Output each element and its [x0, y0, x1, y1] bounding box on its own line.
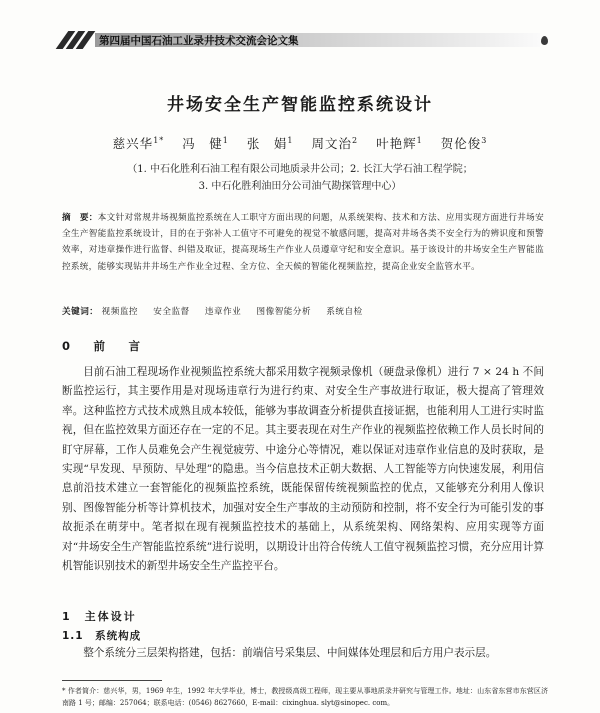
paper-title: 井场安全生产智能监控系统设计: [167, 95, 433, 115]
keywords-label: 关键词：: [62, 307, 99, 317]
system-composition-paragraph: 整个系统分三层架构搭建，包括：前端信号采集层、中间媒体处理层和后方用户表示层。: [83, 647, 497, 659]
abstract: [62, 210, 544, 275]
keyword: 违章作业: [204, 307, 242, 317]
author-affiliation-mark: 1: [222, 135, 229, 145]
author-name: [441, 136, 488, 151]
affiliation-line-1: （1. 中石化胜利石油工程有限公司地质录井公司；2. 长江大学石油工程学院；: [127, 164, 473, 175]
affiliation-line-2: 3. 中石化胜利油田分公司油气勘探管理中心）: [198, 181, 402, 192]
running-header: [62, 30, 540, 50]
author-name-text: 冯 健: [182, 136, 223, 151]
author-name: [182, 136, 229, 151]
author-name-text: 张 娟: [246, 136, 288, 151]
header-stripes-decoration: [62, 31, 89, 49]
author-affiliation-mark: 3: [481, 135, 488, 145]
author-name-text: 慈兴华: [112, 136, 154, 151]
author-affiliation-mark: 1*: [153, 135, 165, 145]
subsection-heading-system-composition: 1.1 系统构成: [62, 630, 142, 642]
author-name-text: 贺伦俊: [440, 136, 482, 151]
keyword: 安全监督: [153, 307, 190, 317]
introduction-body: [62, 363, 544, 576]
author-name-text: 叶艳辉: [376, 136, 417, 151]
author-affiliation-mark: 1: [287, 135, 294, 145]
body-paragraph: 目前石油工程现场作业视频监控系统大都采用数字视频录像机（硬盘录像机）进行 7 × 24 h 不间断监控运行，其主要作用是对现场违章行为进行约束、对安全生产事故进行取证，极大提高了管理效率。这种监控方式技术成熟且成本较低，能够为事故调查分析提供直接证据，也能利用人工进行实时监视，但在监控效果方面还存在一定的不足。其主要表现在对生产作业的视频监控依赖工作人员长时间的盯守屏幕，工作人员难免会产生视觉疲劳、中途分心等情况，难以保证对违章作业信息的及时获取，是实现“早发现、早预防、早处理”的隐患。当今信息技术正朝大数据、人工智能等方向快速发展，利用信息前沿技术建立一套智能化的视频监控系统，既能保留传统视频监控的优点，又能够充分利用人像识别、图像智能分析等计算机技术，加强对安全生产事故的主动预防和控制，将不安全行为可能引发的事故扼杀在萌芽中。笔者拟在现有视频监控技术的基础上，从系统架构、网络架构、应用实现等方面对“井场安全生产智能监控系统”进行说明，以期设计出符合传统人工值守视频监控习惯，充分应用计算机智能识别技术的新型井场安全生产监控平台。: [62, 366, 544, 573]
author-name: [376, 136, 423, 151]
author-list: [0, 134, 600, 152]
header-bar: [95, 33, 540, 47]
footnote-rule: [62, 680, 162, 681]
author-name-text: 周文治: [311, 136, 353, 151]
author-name: [312, 136, 359, 151]
keywords: [62, 305, 544, 317]
keyword: 视频监控: [101, 307, 139, 317]
abstract-label: 摘 要：: [62, 213, 98, 223]
keyword: 系统自检: [326, 307, 363, 317]
author-affiliation-mark: 2: [352, 135, 359, 145]
keyword: 图像智能分析: [256, 307, 312, 317]
author-name: [247, 136, 294, 151]
author-affiliation-mark: 1: [416, 135, 423, 145]
author-footnote: * 作者简介：慈兴华，男，1969 年生，1992 年大学毕业，博士，教授级高级工程师，现主要从事地质录井研究与管理工作。地址：山东省东营市东营区济南路 1 号；邮编：257064；联系电话：(0546) 8627660，E-mail：cixinghua. slyt@sinopec. com。: [62, 687, 548, 707]
section-heading-main-design: 1 主体设计: [62, 610, 137, 623]
section-heading-introduction: 0 前 言: [62, 339, 147, 353]
header-text: 第四届中国石油工业录井技术交流会论文集: [99, 34, 299, 47]
abstract-text: 本文针对常规井场视频监控系统在人工职守方面出现的问题，从系统架构、技术和方法、应用实现方面进行井场安全生产智能监控系统设计，目的在于弥补人工值守不可避免的视觉不敏感问题，提高对井场各类不安全行为的辨识度和预警效率，对违章操作进行监督、纠错及取证，提高现场生产作业人员遵章守纪和安全意识。基于该设计的井场安全生产智能监控系统，能够实现钻井井场生产作业全过程、全方位、全天候的智能化视频监控，提高企业安全监管水平。: [62, 213, 544, 272]
oil-drop-icon: [541, 36, 548, 45]
author-name: [113, 136, 165, 151]
